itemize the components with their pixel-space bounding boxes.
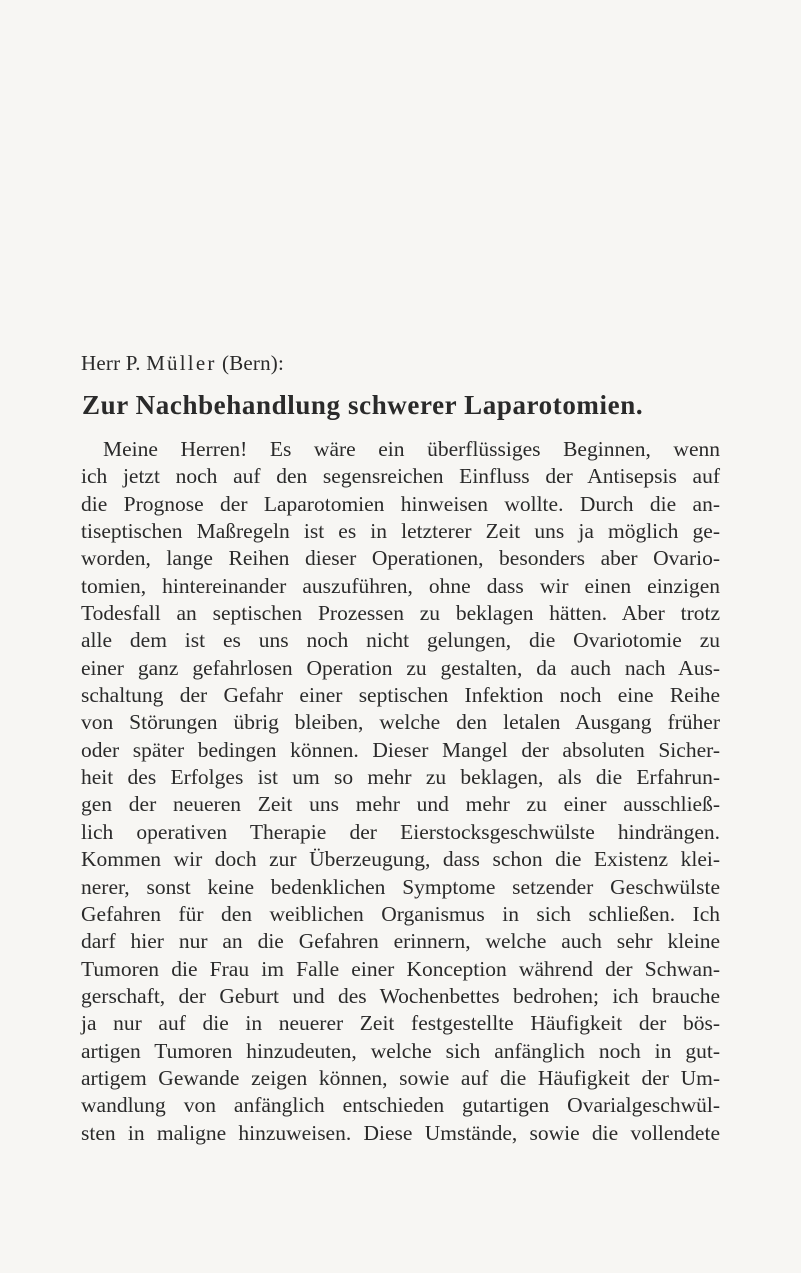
- speaker-suffix: (Bern):: [216, 351, 285, 375]
- text-line: darf hier nur an die Gefahren erinnern, welche auch sehr kleine: [81, 929, 720, 954]
- text-line: gerschaft, der Geburt und des Wochenbettes bedrohen; ich brauche: [81, 983, 720, 1008]
- text-line: einer ganz gefahrlosen Operation zu gestalten, da auch nach Aus-: [81, 655, 720, 680]
- text-line: ich jetzt noch auf den segensreichen Einfluss der Antisepsis auf: [81, 464, 720, 489]
- text-line: oder später bedingen können. Dieser Mangel der absoluten Sicher-: [81, 737, 720, 762]
- text-line: Kommen wir doch zur Überzeugung, dass schon die Existenz klei-: [81, 847, 720, 872]
- text-line: tiseptischen Maßregeln ist es in letzterer Zeit uns ja möglich ge-: [81, 519, 720, 544]
- text-line: die Prognose der Laparotomien hinweisen wollte. Durch die an-: [81, 491, 720, 516]
- text-line: heit des Erfolges ist um so mehr zu beklagen, als die Erfahrun-: [81, 765, 720, 790]
- text-line: ja nur auf die in neuerer Zeit festgestellte Häufigkeit der bös-: [81, 1011, 720, 1036]
- text-line: alle dem ist es uns noch nicht gelungen, die Ovariotomie zu: [81, 628, 720, 653]
- text-line: von Störungen übrig bleiben, welche den letalen Ausgang früher: [81, 710, 720, 735]
- text-line: gen der neueren Zeit uns mehr und mehr zu einer ausschließ-: [81, 792, 720, 817]
- text-line: nerer, sonst keine bedenklichen Symptome setzender Geschwülste: [81, 874, 720, 899]
- speaker-prefix: Herr P.: [81, 351, 147, 375]
- text-line: wandlung von anfänglich entschieden gutartigen Ovarialgeschwül-: [81, 1093, 720, 1118]
- speaker-line: [81, 351, 284, 375]
- text-line: worden, lange Reihen dieser Operationen, besonders aber Ovario-: [81, 546, 720, 571]
- speaker-name: Müller: [146, 351, 217, 375]
- body-text: [81, 436, 720, 1147]
- text-line: Meine Herren! Es wäre ein überflüssiges Beginnen, wenn: [103, 437, 720, 461]
- text-line: sten in maligne hinzuweisen. Diese Umstände, sowie die vollendete: [81, 1120, 720, 1145]
- text-line: Tumoren die Frau im Falle einer Konception während der Schwan-: [81, 956, 720, 981]
- text-line: Gefahren für den weiblichen Organismus in sich schließen. Ich: [81, 901, 720, 926]
- text-line: artigem Gewande zeigen können, sowie auf die Häufigkeit der Um-: [81, 1065, 720, 1090]
- text-line: schaltung der Gefahr einer septischen Infektion noch eine Reihe: [81, 683, 720, 708]
- text-line: artigen Tumoren hinzudeuten, welche sich anfänglich noch in gut-: [81, 1038, 720, 1063]
- article-title: Zur Nachbehandlung schwerer Laparotomien.: [82, 390, 644, 420]
- text-line: lich operativen Therapie der Eierstocksgeschwülste hindrängen.: [81, 819, 720, 844]
- text-line: tomien, hintereinander auszuführen, ohne dass wir einen einzigen: [81, 573, 720, 598]
- text-line: Todesfall an septischen Prozessen zu beklagen hätten. Aber trotz: [81, 601, 720, 626]
